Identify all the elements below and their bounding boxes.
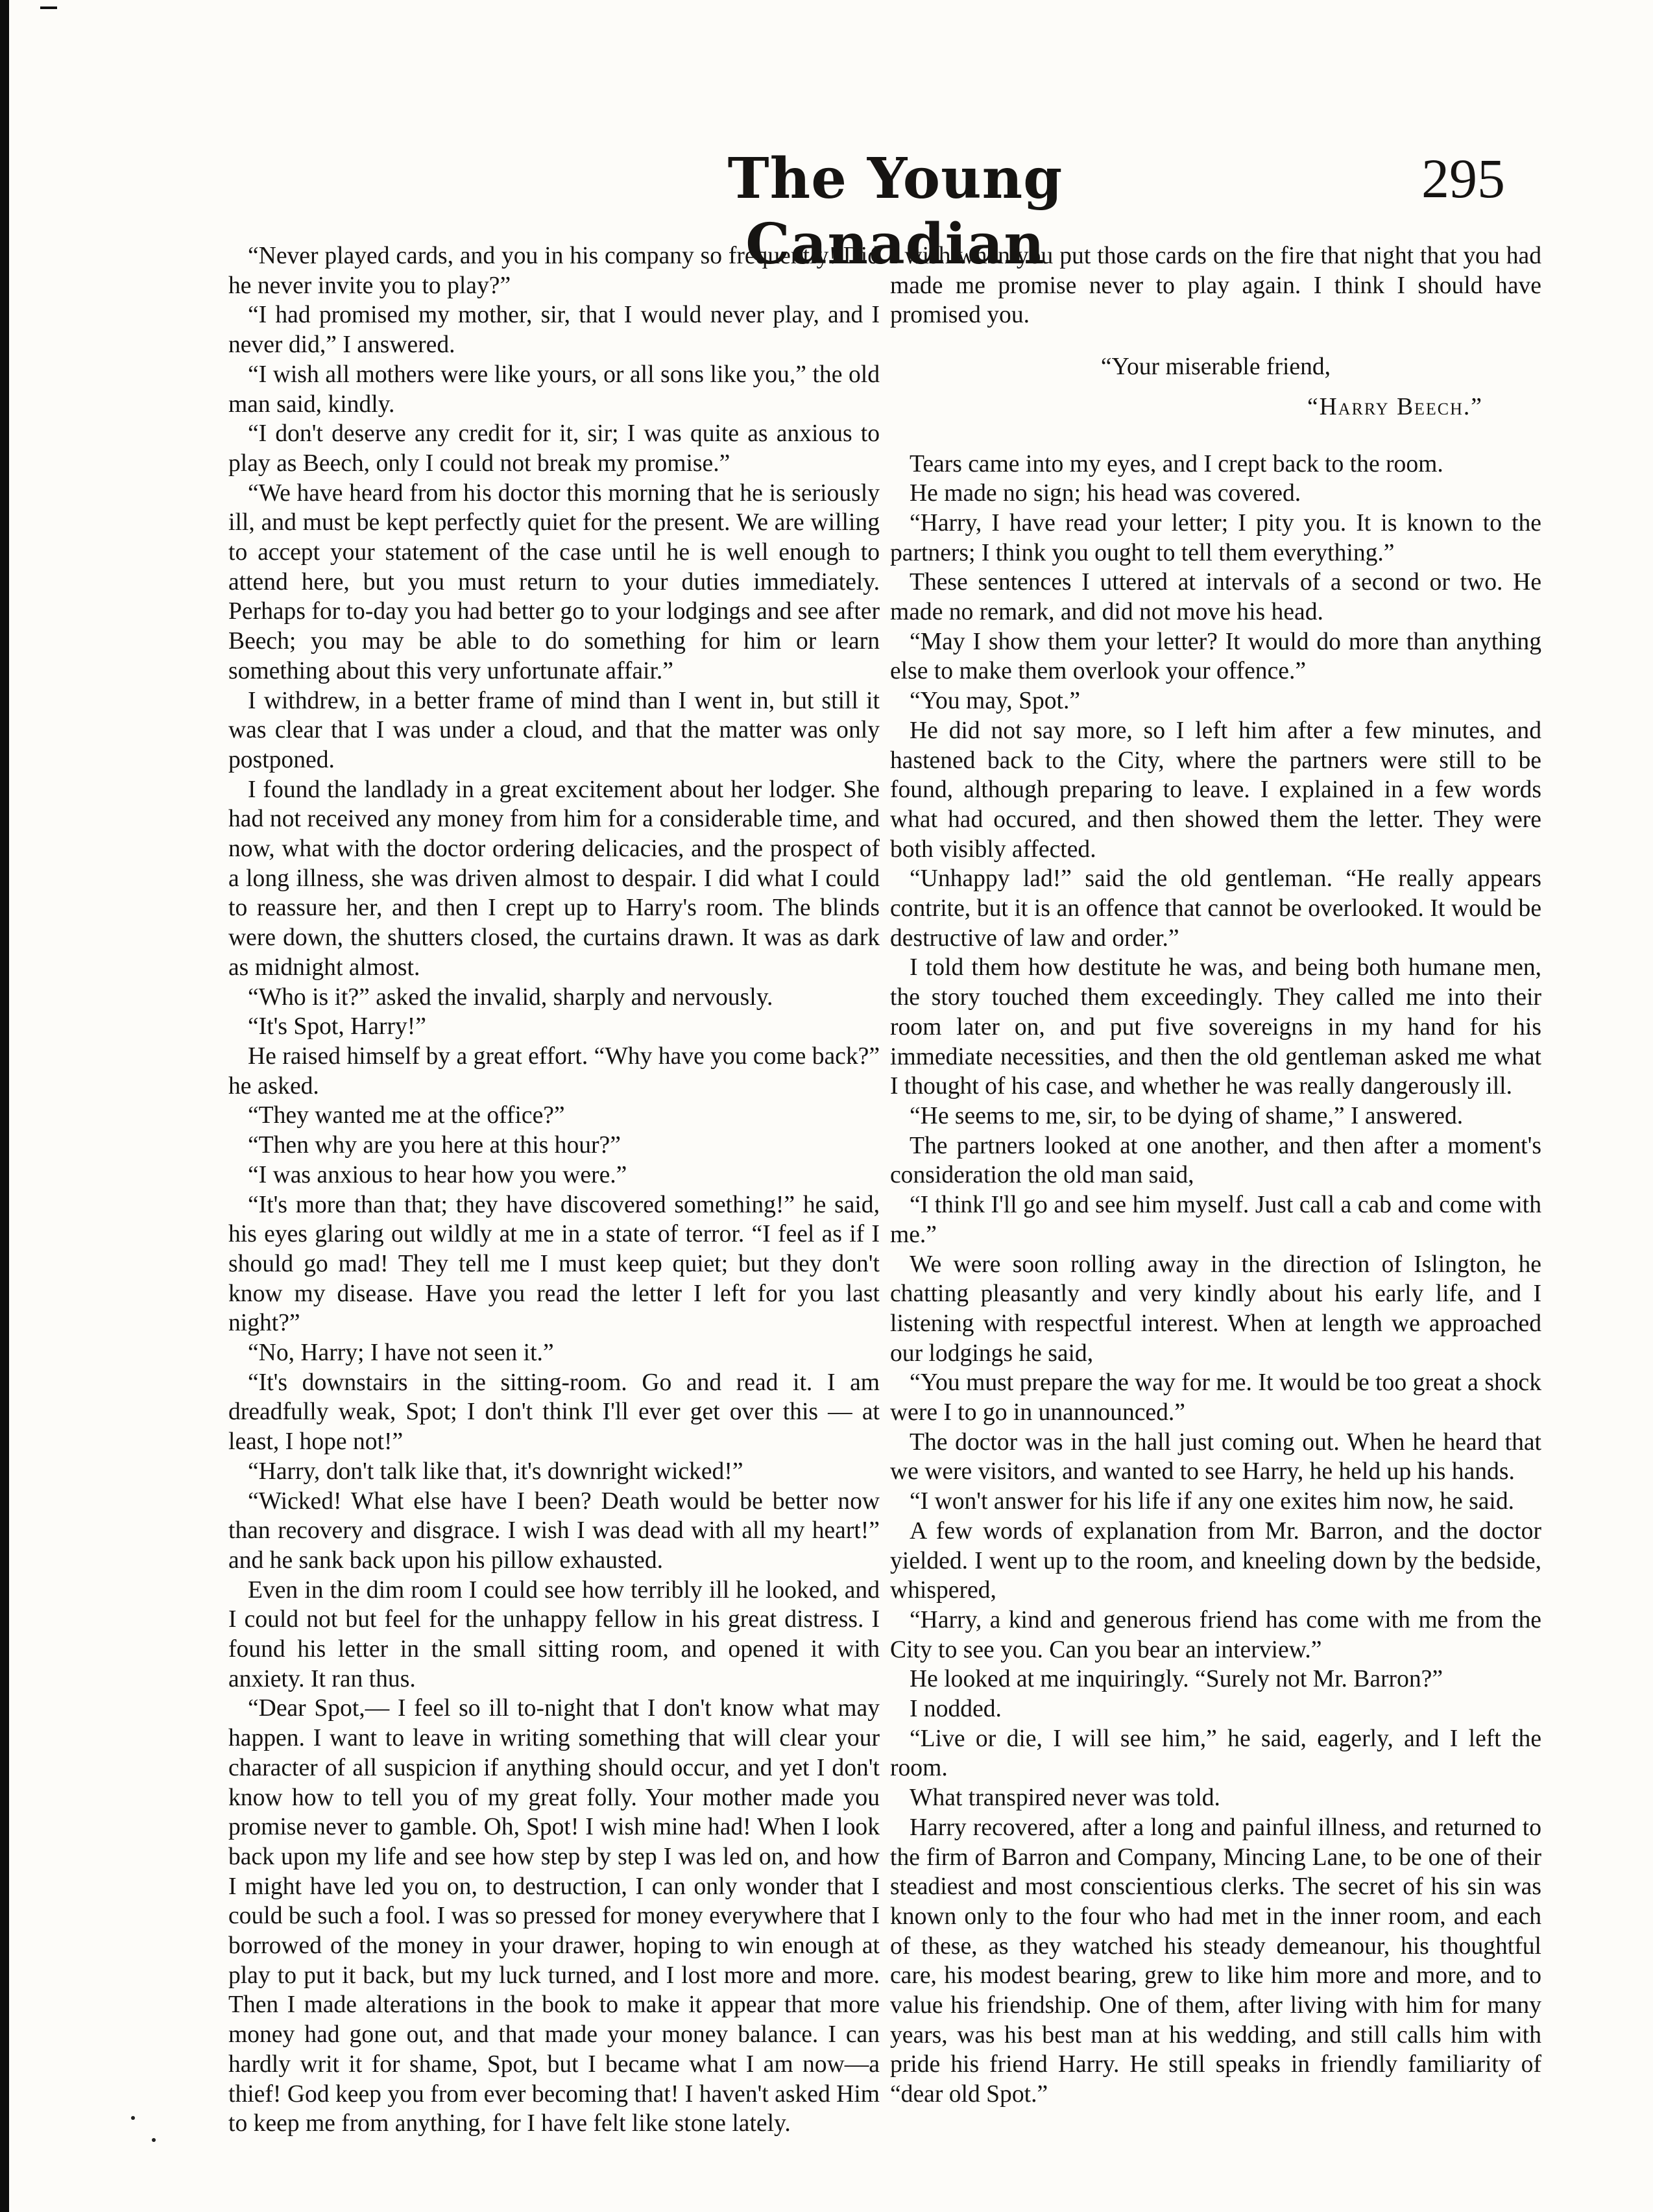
paragraph: “I wish all mothers were like yours, or all sons like you,” the old man said, kindly. <box>228 361 880 418</box>
margin-speck <box>131 2116 135 2120</box>
paragraph: “I don't deserve any credit for it, sir; I was quite as anxious to play as Beech, only I could not break my promise.” <box>228 420 880 477</box>
paragraph: “Never played cards, and you in his company so frequently! Did he never invite you to play?” <box>228 243 880 299</box>
paragraph: We were soon rolling away in the direction of Islington, he chatting pleasantly and very kindly about his early life, and I listening with respectful interest. When at length we approached our lodgings he said, <box>890 1251 1541 1367</box>
paragraph: “Live or die, I will see him,” he said, eagerly, and I left the room. <box>890 1725 1541 1782</box>
paragraph: “You may, Spot.” <box>910 688 1081 715</box>
paragraph: A few words of explanation from Mr. Barron, and the doctor yielded. I went up to the room, and kneeling down by the bedside, whispered, <box>890 1517 1541 1604</box>
paragraph: “We have heard from his doctor this morning that he is seriously ill, and must be kept perfectly quiet for the present. We are willing to accept your statement of the case until he is well enough to attend here, but you must return to your duties immediately. Perhaps for to-day you had better go to your lodgings and see after Beech; you may be able to do something for him or learn something about this very unfortunate affair.” <box>228 479 880 684</box>
letter-paragraph: “Dear Spot,— I feel so ill to-night that I don't know what may happen. I want to leave in writing something that will clear your character of all suspicion if anything should occur, and yet I don't know how to tell you of my great folly. Your mother made you promise never to gamble. Oh, Spot! I wish mine had! When I look back upon my life and see how step by step I was led on, and how I might have led you on, to destruction, I can only wonder that I could be such a fool. I was so pressed for money everywhere that I borrowed of the money in your drawer, hoping to win enough at play to put it back, but my luck turned, and I lost more and more. Then I made alterations in the book to make it appear that more money had gone out, and that made your money balance. I can hardly writ it for shame, Spot, but I became what I am now—a thief! God keep you from ever becoming that! I haven't asked Him to keep me from anything, for I have felt like stone lately. <box>228 1695 880 2137</box>
paragraph: He looked at me inquiringly. “Surely not Mr. Barron?” <box>910 1666 1443 1693</box>
page-number: 295 <box>1421 147 1505 210</box>
paragraph: The partners looked at one another, and then after a moment's consideration the old man said, <box>890 1132 1541 1189</box>
paragraph: “I had promised my mother, sir, that I would never play, and I never did,” I answered. <box>228 302 880 359</box>
paragraph: “May I show them your letter? It would do more than anything else to make them overlook your offence.” <box>890 628 1541 685</box>
paragraph: Harry recovered, after a long and painful illness, and returned to the firm of Barron and Company, Mincing Lane, to be one of their steadiest and most conscientious clerks. The secret of his sin was known only to the four who had met in the inner room, and each of these, as they watched his steady demeanour, his thoughtful care, his modest bearing, grew to like him more and more, and to value his friendship. One of them, after living with him for many years, was his best man at his wedding, and still calls him with pride his friend Harry. He still speaks in friendly familiarity of “dear old Spot.” <box>890 1814 1541 2108</box>
paragraph: He raised himself by a great effort. “Why have you come back?” he asked. <box>228 1042 880 1100</box>
paragraph: “It's downstairs in the sitting-room. Go and read it. I am dreadfully weak, Spot; I don't think I'll ever get over this — at least, I hope not!” <box>228 1369 880 1456</box>
paragraph: I nodded. <box>910 1696 1002 1723</box>
paragraph: These sentences I uttered at intervals of a second or two. He made no remark, and did not move his head. <box>890 569 1541 626</box>
left-column <box>228 241 880 2139</box>
publication-title: The Young Canadian <box>727 146 1063 277</box>
paragraph: “It's more than that; they have discovered something!” he said, his eyes glaring out wildly at me in a state of terror. “I feel as if I should go mad! They tell me I must keep quiet; but they don't know my disease. Have you read the letter I left for you last night?” <box>228 1191 880 1337</box>
paragraph: “I think I'll go and see him myself. Just call a cab and come with me.” <box>890 1192 1541 1248</box>
paragraph: I withdrew, in a better frame of mind than I went in, but still it was clear that I was under a cloud, and that the matter was only postponed. <box>228 687 880 773</box>
page-binding-edge <box>0 0 9 2212</box>
signature-name: “Harry Beech.” <box>1307 393 1483 420</box>
paragraph: He made no sign; his head was covered. <box>910 480 1301 507</box>
letter-continuation: I wish when you put those cards on the fire that night that you had made me promise never to play again. I think I should have promised you. <box>890 243 1541 329</box>
paragraph: “No, Harry; I have not seen it.” <box>248 1340 554 1367</box>
paragraph: “Who is it?” asked the invalid, sharply and nervously. <box>248 983 773 1011</box>
paragraph: “Harry, don't talk like that, it's downright wicked!” <box>248 1458 743 1485</box>
paragraph: “Then why are you here at this hour?” <box>248 1132 621 1159</box>
paragraph: What transpired never was told. <box>910 1785 1220 1812</box>
paragraph: “It's Spot, Harry!” <box>248 1013 426 1040</box>
paragraph: “Wicked! What else have I been? Death would be better now than recovery and disgrace. I wish I was dead with all my heart!” and he sank back upon his pillow exhausted. <box>228 1487 880 1574</box>
letter-signature <box>890 392 1541 422</box>
margin-mark <box>40 6 57 9</box>
paragraph: “You must prepare the way for me. It would be too great a shock were I to go in unannounced.” <box>890 1369 1541 1426</box>
paragraph: Even in the dim room I could see how terribly ill he looked, and I could not but feel for the unhappy fellow in his great distress. I found his letter in the small sitting room, and opened it with anxiety. It ran thus. <box>228 1576 880 1692</box>
paragraph: “I won't answer for his life if any one exites him now, he said. <box>910 1488 1515 1515</box>
paragraph: “Unhappy lad!” said the old gentleman. “He really appears contrite, but it is an offence that cannot be overlooked. It would be destructive of law and order.” <box>890 865 1541 952</box>
paragraph: “I was anxious to hear how you were.” <box>248 1161 627 1188</box>
margin-speck <box>152 2138 156 2142</box>
paragraph: “Harry, a kind and generous friend has come with me from the City to see you. Can you bear an interview.” <box>890 1606 1541 1663</box>
paragraph: I found the landlady in a great excitement about her lodger. She had not received any money from him for a considerable time, and now, what with the doctor ordering delicacies, and the prospect of a long illness, she was driven almost to despair. I did what I could to reassure her, and then I crept up to Harry's room. The blinds were down, the shutters closed, the curtains drawn. It was as dark as midnight almost. <box>228 776 880 981</box>
paragraph: “They wanted me at the office?” <box>248 1102 565 1129</box>
paragraph: He did not say more, so I left him after a few minutes, and hastened back to the City, where the partners were still to be found, although preparing to leave. I explained in a few words what had occured, and then showed them the letter. They were both visibly affected. <box>890 717 1541 863</box>
paragraph: “He seems to me, sir, to be dying of shame,” I answered. <box>910 1102 1464 1129</box>
paragraph: The doctor was in the hall just coming out. When he heard that we were visitors, and wanted to see Harry, he held up his hands. <box>890 1428 1541 1485</box>
letter-closing: “Your miserable friend, <box>1100 354 1331 381</box>
paragraph: Tears came into my eyes, and I crept back to the room. <box>910 450 1443 477</box>
paragraph: I told them how destitute he was, and being both humane men, the story touched them exceedingly. They called me into their room later on, and put five sovereigns in my hand for his immediate necessities, and then the old gentleman asked me what I thought of his case, and whether he was really dangerously ill. <box>890 954 1541 1100</box>
paragraph: “Harry, I have read your letter; I pity you. It is known to the partners; I think you ought to tell them everything.” <box>890 509 1541 566</box>
right-column <box>890 241 1541 2110</box>
